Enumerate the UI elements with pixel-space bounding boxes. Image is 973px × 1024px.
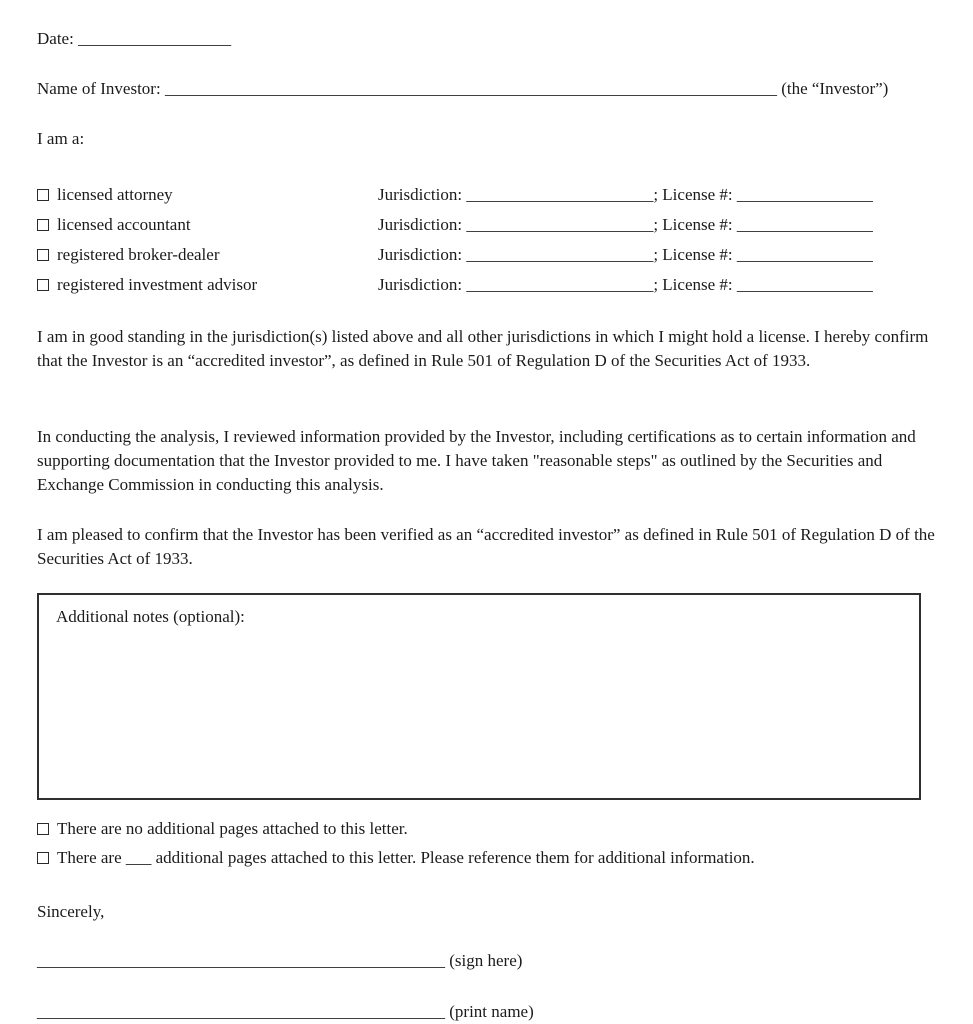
credential-detail [378,180,873,210]
paragraph-analysis: In conducting the analysis, I reviewed information provided by the Investor, including certifications as to certain information and supporting documentation that the Investor provided to me. I have taken "reasonable steps" as outlined by the Securities and Exchange Commission in conducting this analysis. [37,427,916,494]
date-input-line[interactable]: __________________ [78,29,232,48]
credential-row-investment-advisor [37,270,873,300]
jurisdiction-input-line[interactable]: ______________________ [466,215,654,234]
credential-detail [378,240,873,270]
credential-label: licensed accountant [57,215,191,234]
i-am-a-label: I am a: [37,129,85,148]
jurisdiction-label: Jurisdiction: [378,215,463,234]
paragraph-confirmation: I am pleased to confirm that the Investor has been verified as an “accredited investor” as defined in Rule 501 of Regulation D of the Securities Act of 1933. [37,525,935,568]
closing-sincerely: Sincerely, [37,902,105,921]
license-label: ; License #: [653,275,733,294]
jurisdiction-input-line[interactable]: ______________________ [466,245,654,264]
investor-name-row [37,79,888,99]
no-additional-pages-option [37,819,408,839]
license-label: ; License #: [653,215,733,234]
credential-label: licensed attorney [57,185,173,204]
paragraph-good-standing: I am in good standing in the jurisdiction(s) listed above and all other jurisdictions in which I might hold a license. I hereby confirm that the Investor is an “accredited investor”, as defined in Rule 501 of Regulation D of the Securities Act of 1933. [37,327,929,370]
some-additional-pages-option [37,848,755,868]
some-additional-pages-prefix: There are [57,848,122,867]
no-additional-pages-label: There are no additional pages attached to this letter. [57,819,408,838]
jurisdiction-label: Jurisdiction: [378,275,463,294]
print-name-input-line[interactable]: ________________________________________________ [37,1002,445,1021]
license-label: ; License #: [653,245,733,264]
jurisdiction-label: Jurisdiction: [378,185,463,204]
credential-label: registered broker-dealer [57,245,220,264]
credential-detail [378,270,873,300]
additional-notes-box[interactable] [37,593,921,800]
license-label: ; License #: [653,185,733,204]
date-label: Date: [37,29,74,48]
investor-name-input-line[interactable]: ________________________________________________________________________ [164,79,777,98]
credential-label: registered investment advisor [57,275,258,294]
checkbox-no-additional-pages[interactable] [37,823,49,835]
signature-row [37,951,522,971]
license-input-line[interactable]: ________________ [736,215,873,234]
signature-input-line[interactable]: ________________________________________________ [37,951,445,970]
license-input-line[interactable]: ________________ [736,185,873,204]
checkbox-registered-investment-advisor[interactable] [37,279,49,291]
print-name-row [37,1002,534,1022]
credential-detail [378,210,873,240]
print-name-label: (print name) [449,1002,534,1021]
date-row [37,29,231,49]
jurisdiction-input-line[interactable]: ______________________ [466,185,654,204]
investor-name-label: Name of Investor: [37,79,161,98]
jurisdiction-input-line[interactable]: ______________________ [466,275,654,294]
investor-name-suffix: (the “Investor”) [781,79,889,98]
checkbox-licensed-accountant[interactable] [37,219,49,231]
pages-count-input-line[interactable]: ___ [125,848,152,867]
checkbox-some-additional-pages[interactable] [37,852,49,864]
credential-row-accountant [37,210,873,240]
additional-notes-label: Additional notes (optional): [56,607,245,626]
some-additional-pages-suffix: additional pages attached to this letter. Please reference them for additional information. [155,848,755,867]
license-input-line[interactable]: ________________ [736,275,873,294]
license-input-line[interactable]: ________________ [736,245,873,264]
credential-row-attorney [37,180,873,210]
checkbox-licensed-attorney[interactable] [37,189,49,201]
checkbox-registered-broker-dealer[interactable] [37,249,49,261]
credential-row-broker-dealer [37,240,873,270]
sign-here-label: (sign here) [449,951,523,970]
jurisdiction-label: Jurisdiction: [378,245,463,264]
